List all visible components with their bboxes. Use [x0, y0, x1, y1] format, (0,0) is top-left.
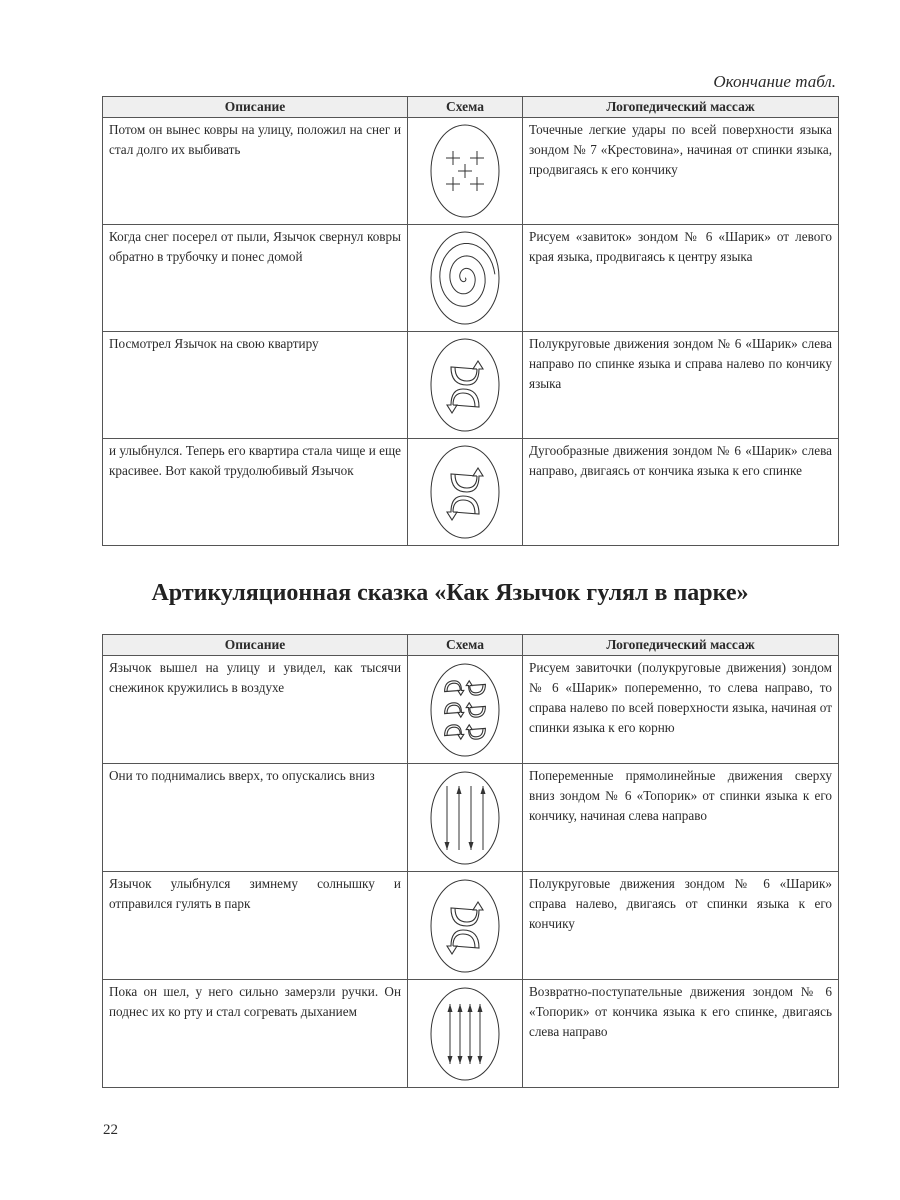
description-cell: Посмотрел Язычок на свою квартиру	[103, 332, 408, 439]
massage-cell: Возвратно-поступательные движения зондом № 6 «Топорик» от кончика языка к его спинке, двигаясь слева направо	[523, 980, 839, 1088]
header-massage: Логопедический массаж	[523, 97, 839, 118]
massage-cell: Точечные легкие удары по всей поверхности языка зондом № 7 «Крестовина», начиная от спинки языка, продвигаясь к его кончику	[523, 118, 839, 225]
description-cell: Пока он шел, у него сильно замерзли ручки. Он поднес их ко рту и стал согревать дыханием	[103, 980, 408, 1088]
massage-cell: Попеременные прямолинейные движения сверху вниз зондом № 6 «Топорик» от спинки языка к его кончику, начиная слева направо	[523, 764, 839, 872]
table-row	[103, 439, 839, 546]
double-arrows-icon	[425, 984, 505, 1084]
table-row	[103, 656, 839, 764]
scheme-cell	[408, 225, 523, 332]
massage-cell: Дугообразные движения зондом № 6 «Шарик» слева направо, двигаясь от кончика языка к его спинке	[523, 439, 839, 546]
section-title: Артикуляционная сказка «Как Язычок гулял в парке»	[151, 580, 749, 606]
crosses-icon	[425, 121, 505, 221]
header-scheme: Схема	[408, 635, 523, 656]
table-row	[103, 872, 839, 980]
table-park-walk	[102, 634, 839, 1088]
massage-cell: Рисуем «завиток» зондом № 6 «Шарик» от левого края языка, продвигаясь к центру языка	[523, 225, 839, 332]
description-cell: Язычок вышел на улицу и увидел, как тысячи снежинок кружились в воздухе	[103, 656, 408, 764]
header-scheme: Схема	[408, 97, 523, 118]
massage-cell: Полукруговые движения зондом № 6 «Шарик» слева направо по спинке языка и справа налево по кончику языка	[523, 332, 839, 439]
description-cell: Они то поднимались вверх, то опускались вниз	[103, 764, 408, 872]
table-row	[103, 118, 839, 225]
curved-arrows-icon	[425, 335, 505, 435]
header-description: Описание	[103, 97, 408, 118]
table-row	[103, 332, 839, 439]
scheme-cell	[408, 118, 523, 225]
scheme-cell	[408, 332, 523, 439]
description-cell: Язычок улыбнулся зимнему солнышку и отправился гулять в парк	[103, 872, 408, 980]
table-row	[103, 225, 839, 332]
curved-arrows-icon	[425, 442, 505, 542]
spiral-icon	[425, 228, 505, 328]
scheme-cell	[408, 656, 523, 764]
page-number: 22	[103, 1122, 118, 1138]
six-curls-icon	[425, 660, 505, 760]
description-cell: Потом он вынес ковры на улицу, положил на снег и стал долго их выбивать	[103, 118, 408, 225]
table-fairy-tale-end	[102, 96, 839, 546]
table-header	[103, 635, 839, 656]
alternating-arrows-icon	[425, 768, 505, 868]
scheme-cell	[408, 764, 523, 872]
scheme-cell	[408, 872, 523, 980]
scheme-cell	[408, 439, 523, 546]
header-massage: Логопедический массаж	[523, 635, 839, 656]
table-row	[103, 764, 839, 872]
header-description: Описание	[103, 635, 408, 656]
massage-cell: Рисуем завиточки (полукруговые движения) зондом № 6 «Шарик» попеременно, то слева направо, то справа налево по всей поверхности языка, начиная от спинки языка к его корню	[523, 656, 839, 764]
description-cell: и улыбнулся. Теперь его квартира стала чище и еще красивее. Вот какой трудолюбивый Язычок	[103, 439, 408, 546]
continuation-label: Окончание табл.	[713, 72, 836, 91]
massage-cell: Полукруговые движения зондом № 6 «Шарик» справа налево, двигаясь от спинки языка к его кончику	[523, 872, 839, 980]
curved-arrows-icon	[425, 876, 505, 976]
table-row	[103, 980, 839, 1088]
table-header	[103, 97, 839, 118]
scheme-cell	[408, 980, 523, 1088]
description-cell: Когда снег посерел от пыли, Язычок свернул ковры обратно в трубочку и понес домой	[103, 225, 408, 332]
